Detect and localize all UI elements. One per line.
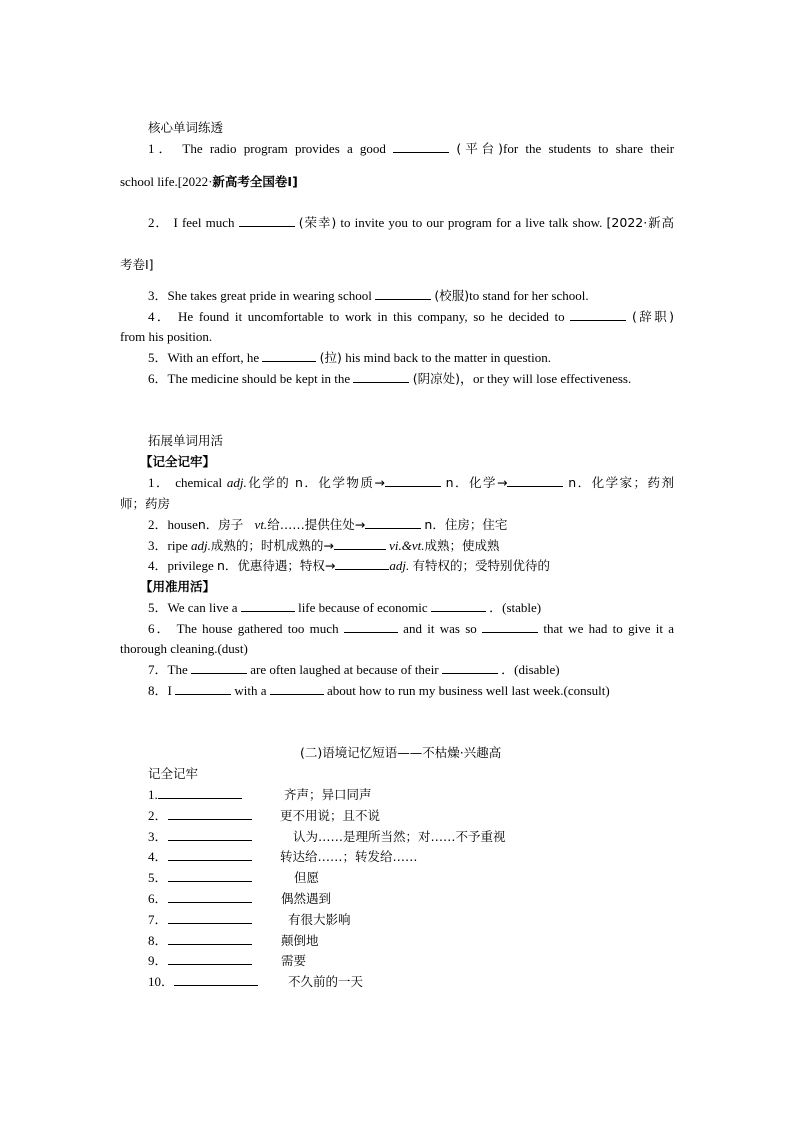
extend-item-4: 4．privilege n．优惠待遇；特权→ adj. 有特权的；受特别优待的 <box>148 558 551 573</box>
section-title-extend-words: 拓展单词用活 <box>148 433 224 448</box>
use-blank-5b[interactable] <box>431 599 486 612</box>
subheading-phrases: 记全记牢 <box>148 766 199 781</box>
use-blank-7b[interactable] <box>442 661 498 674</box>
exercise-6: 6．The medicine should be kept in the (阴凉处)，or they will lose effectiveness. <box>148 371 632 386</box>
extend-blank-3[interactable] <box>334 537 386 550</box>
exercise-1-line2: school life.[2022·新高考全国卷Ⅰ] <box>120 174 298 189</box>
use-item-5: 5．We can live a life because of economic ．(stable) <box>148 600 542 615</box>
use-blank-8a[interactable] <box>175 682 231 695</box>
exercise-1: 1． The radio program provides a good (平台)for the students to share their <box>148 141 675 156</box>
extend-blank-4[interactable] <box>335 557 389 570</box>
phrase-item: 8． 颠倒地 <box>148 933 319 948</box>
phrase-item: 3． 认为……是理所当然；对……不予重视 <box>148 829 506 844</box>
phrase-blank-6[interactable] <box>168 890 252 903</box>
answer-blank-3[interactable] <box>375 287 431 300</box>
section-title-core-words: 核心单词练透 <box>148 120 224 135</box>
extend-item-3: 3．ripe adj.成熟的；时机成熟的→ vi.&vt.成熟；使成熟 <box>148 538 500 553</box>
phrase-blank-10[interactable] <box>174 973 258 986</box>
use-blank-6b[interactable] <box>482 620 538 633</box>
phrase-item: 10． 不久前的一天 <box>148 974 364 989</box>
use-blank-6a[interactable] <box>344 620 398 633</box>
exercise-2-line2: 考卷Ⅰ] <box>120 257 154 272</box>
answer-blank-4[interactable] <box>570 308 626 321</box>
extend-item-1: 1． chemical adj.化学的 n．化学物质→ n．化学→ n．化学家；药剂 <box>148 475 675 490</box>
phrase-item: 9． 需要 <box>148 953 307 968</box>
exercise-2: 2． I feel much (荣幸) to invite you to our program for a live talk show. [2022·新高 <box>148 215 675 230</box>
phrase-item: 6． 偶然遇到 <box>148 891 332 906</box>
subheading-memorize: 【记全记牢】 <box>140 454 216 469</box>
phrase-blank-7[interactable] <box>168 911 252 924</box>
phrase-blank-8[interactable] <box>168 932 252 945</box>
use-item-8: 8．I with a about how to run my business well last week.(consult) <box>148 683 610 698</box>
phrase-item: 5． 但愿 <box>148 870 320 885</box>
extend-blank-1b[interactable] <box>507 474 563 487</box>
extend-item-1-line2: 师；药房 <box>120 496 171 511</box>
section-title-phrases: (二)语境记忆短语——不枯燥·兴趣高 <box>300 745 502 760</box>
answer-blank-5[interactable] <box>262 349 316 362</box>
exercise-3: 3．She takes great pride in wearing school (校服)to stand for her school. <box>148 288 589 303</box>
phrase-blank-3[interactable] <box>168 828 252 841</box>
use-item-7: 7．The are often laughed at because of their ．(disable) <box>148 662 560 677</box>
use-blank-5a[interactable] <box>241 599 295 612</box>
phrase-blank-5[interactable] <box>168 869 252 882</box>
use-blank-7a[interactable] <box>191 661 247 674</box>
phrase-blank-9[interactable] <box>168 952 252 965</box>
answer-blank-2[interactable] <box>239 214 295 227</box>
use-item-6: 6． The house gathered too much and it was so that we had to give it a <box>148 621 675 636</box>
extend-item-2: 2．housen．房子 vt.给……提供住处→ n．住房；住宅 <box>148 517 508 532</box>
extend-blank-2[interactable] <box>365 516 421 529</box>
exercise-4-line2: from his position. <box>120 329 213 344</box>
phrase-blank-2[interactable] <box>168 807 252 820</box>
exercise-4: 4． He found it uncomfortable to work in this company, so he decided to (辞职) <box>148 309 674 324</box>
use-blank-8b[interactable] <box>270 682 324 695</box>
phrase-blank-1[interactable] <box>158 786 242 799</box>
answer-blank-1[interactable] <box>393 140 449 153</box>
exercise-5: 5．With an effort, he (拉) his mind back to the matter in question. <box>148 350 551 365</box>
phrase-item: 7． 有很大影响 <box>148 912 351 927</box>
phrase-blank-4[interactable] <box>168 848 252 861</box>
use-item-6-line2: thorough cleaning.(dust) <box>120 641 248 656</box>
answer-blank-6[interactable] <box>353 370 409 383</box>
phrase-item: 1. 齐声；异口同声 <box>148 787 372 802</box>
subheading-use: 【用准用活】 <box>140 579 216 594</box>
phrase-item: 4． 转达给……；转发给…… <box>148 849 418 864</box>
extend-blank-1a[interactable] <box>385 474 441 487</box>
phrase-item: 2． 更不用说；且不说 <box>148 808 381 823</box>
